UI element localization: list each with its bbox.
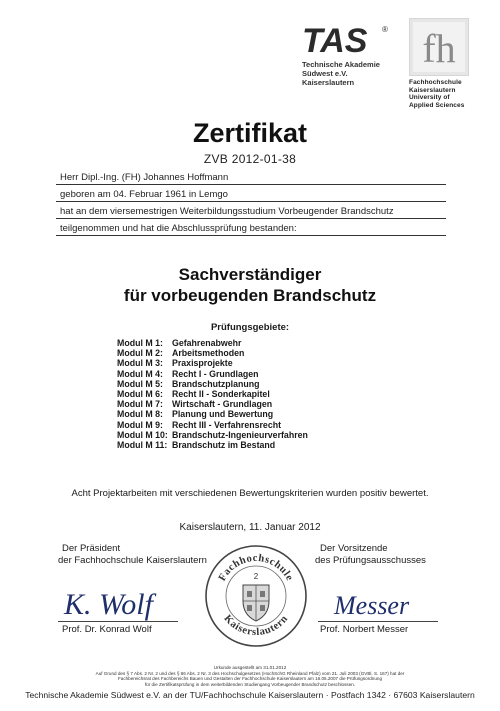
footer-address: Technische Akademie Südwest e.V. an der TU/Fachhochschule Kaiserslautern · Postfach 1342 · 67603 Kaiserslautern	[25, 690, 475, 700]
qualification-line-1: Sachverständiger	[178, 265, 322, 284]
module-row	[117, 379, 417, 389]
fh-line-1: Fachhochschule	[409, 79, 462, 86]
tas-logo-text: TAS	[302, 22, 368, 58]
exam-areas-label: Prüfungsgebiete:	[210, 322, 290, 333]
fh-line-4: Applied Sciences	[409, 101, 465, 109]
footnote-line-1: Urkunde ausgestellt am 31.01.2012	[213, 665, 287, 670]
tas-line-1: Technische Akademie	[302, 60, 380, 69]
place-date: Kaiserslautern, 11. Januar 2012	[179, 522, 321, 533]
evaluation-statement: Acht Projektarbeiten mit verschiedenen Bewertungskriterien wurden positiv bewertet.	[71, 488, 429, 499]
fh-logo-text: fh	[422, 26, 456, 71]
module-name: Brandschutz im Bestand	[172, 439, 276, 450]
module-code: Modul M 8:	[117, 409, 163, 420]
module-row	[117, 389, 417, 399]
module-name: Brandschutzplanung	[172, 378, 260, 389]
module-row	[117, 409, 417, 419]
module-code: Modul M 11:	[117, 439, 168, 450]
left-signatory-title-1: Der Präsident	[62, 543, 121, 554]
left-signatory-title-2: der Fachhochschule Kaiserslautern	[58, 555, 207, 566]
recipient-line-2: geboren am 04. Februar 1961 in Lemgo	[56, 188, 446, 202]
module-name: Brandschutz-Ingenieurverfahren	[172, 429, 308, 440]
legal-footnote	[0, 665, 500, 687]
right-signatory-name: Prof. Norbert Messer	[320, 624, 409, 635]
module-row	[117, 399, 417, 409]
module-name: Gefahrenabwehr	[172, 338, 242, 348]
recipient-line-1: Herr Dipl.-Ing. (FH) Johannes Hoffmann	[56, 171, 446, 185]
recipient-line-3: hat an dem viersemestrigen Weiterbildungsstudium Vorbeugender Brandschutz	[56, 205, 446, 219]
coat-of-arms-icon	[243, 585, 269, 621]
right-signature	[330, 588, 430, 622]
module-code: Modul M 5:	[117, 378, 163, 389]
left-signature-text: K. Wolf	[64, 588, 153, 621]
tas-registered-mark: ®	[382, 25, 388, 34]
tas-line-3: Kaiserslautern	[302, 78, 355, 87]
tas-logo	[302, 22, 392, 58]
module-row	[117, 358, 417, 368]
module-row	[117, 348, 417, 358]
module-name: Recht III - Verfahrensrecht	[172, 419, 282, 430]
module-name: Recht I - Grundlagen	[172, 368, 259, 379]
module-code: Modul M 1:	[117, 338, 163, 348]
footnote-line-3: Fachbereichsrat des Fachbereichs Bauen und Gestalten der Fachhochschule Kaiserslautern am 16.05.2007 die Prüfungsordnung	[117, 676, 383, 682]
qualification-line-2: für vorbeugenden Brandschutz	[123, 286, 377, 305]
module-name: Praxisprojekte	[172, 358, 233, 369]
certificate-id: ZVB 2012-01-38	[203, 152, 297, 166]
module-code: Modul M 9:	[117, 419, 163, 430]
module-code: Modul M 6:	[117, 388, 163, 399]
module-name: Planung und Bewertung	[172, 409, 274, 420]
certificate-title: Zertifikat	[192, 118, 308, 148]
module-name: Arbeitsmethoden	[172, 348, 245, 359]
module-row	[117, 420, 417, 430]
module-code: Modul M 3:	[117, 358, 163, 369]
module-row	[117, 369, 417, 379]
module-list	[117, 338, 417, 450]
recipient-line-4: teilgenommen und hat die Abschlussprüfung bestanden:	[56, 222, 446, 236]
right-signatory-title-1: Der Vorsitzende	[320, 543, 388, 554]
footnote-line-4: für die Zertifikatsprüfung in dem weiterbildenden Studiengang Vorbeugender Brandschutz beschlossen.	[144, 681, 356, 687]
module-code: Modul M 10:	[117, 429, 168, 440]
right-signatory-title-2: des Prüfungsausschusses	[315, 555, 426, 566]
university-seal	[203, 543, 309, 649]
left-signature-line	[58, 621, 178, 622]
right-signature-text: Messer	[334, 591, 410, 620]
module-row	[117, 430, 417, 440]
left-signatory-name: Prof. Dr. Konrad Wolf	[62, 624, 152, 635]
footnote-line-2: Auf Grund des § 7 Abs. 2 Nr. 2 und des § 86 Abs. 2 Nr. 3 des Hochschulgesetzes (HochSchG Rheinland Pfalz) vom 21. Juli 2003 (GVBl. S. 167) hat der	[95, 670, 405, 676]
module-code: Modul M 4:	[117, 368, 163, 379]
module-name: Wirtschaft - Grundlagen	[172, 399, 273, 410]
seal-number: 2	[253, 572, 259, 581]
seal-bottom-text: Kaiserslautern	[221, 613, 291, 639]
fh-line-2: Kaiserslautern	[409, 86, 456, 94]
left-signature	[60, 584, 170, 622]
fh-logo	[409, 18, 469, 76]
tas-line-2: Südwest e.V.	[302, 69, 348, 78]
module-code: Modul M 2:	[117, 348, 163, 359]
fh-line-3: University of	[409, 94, 450, 101]
right-signature-line	[318, 621, 438, 622]
module-row	[117, 338, 417, 348]
module-code: Modul M 7:	[117, 399, 163, 410]
module-name: Recht II - Sonderkapitel	[172, 388, 270, 399]
module-row	[117, 440, 417, 450]
seal-top-text: Fachhochschule	[216, 552, 296, 584]
